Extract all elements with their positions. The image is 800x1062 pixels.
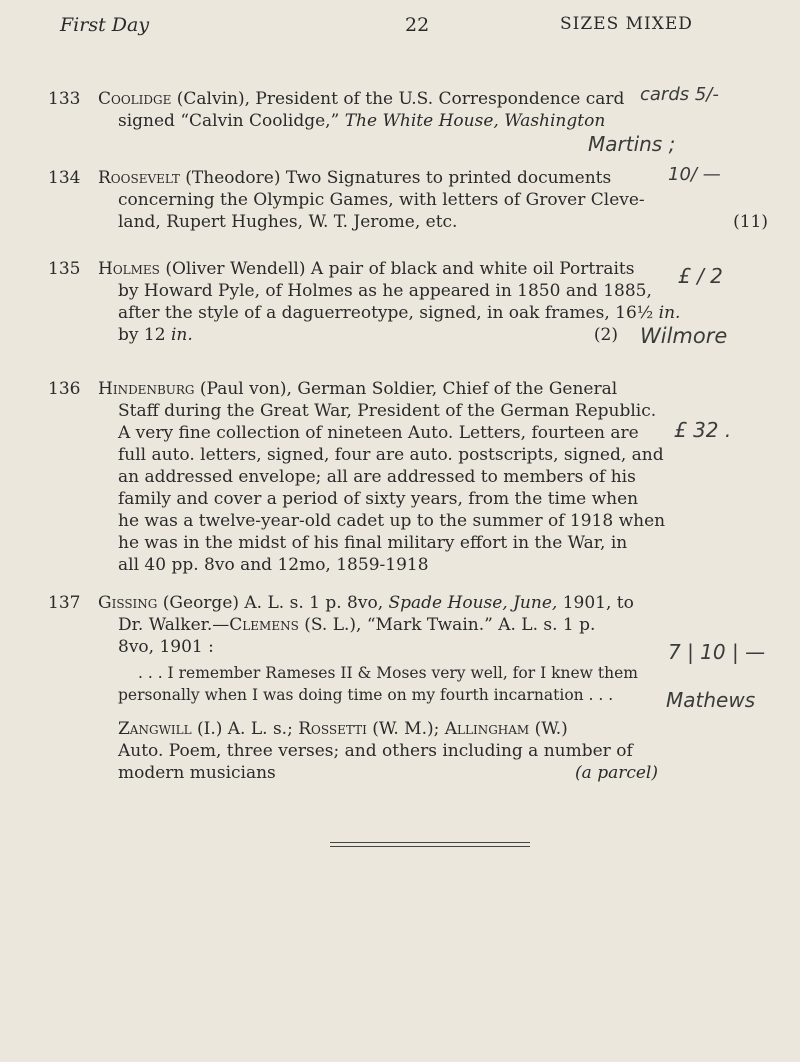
- lot-text: family and cover a period of sixty years, from the time when: [118, 489, 639, 509]
- lot-name: Roosevelt: [98, 168, 180, 188]
- lot-text: 8vo, 1901 :: [118, 637, 214, 657]
- lot-description: [98, 592, 728, 784]
- lot-quantity: (2): [593, 325, 618, 345]
- lot-name: Clemens: [229, 615, 299, 635]
- lot-number: 135: [48, 259, 81, 279]
- lot-text: he was a twelve-year-old cadet up to the summer of 1918 when: [118, 511, 666, 531]
- lot-text: an addressed envelope; all are addressed to members of his: [118, 467, 636, 487]
- handwritten-note: 10/ —: [668, 164, 721, 185]
- lot-quote: personally when I was doing time on my fourth incarnation . . .: [118, 686, 614, 704]
- lot-name: Hindenburg: [98, 379, 195, 399]
- lot-text: he was in the midst of his final military effort in the War, in: [118, 533, 628, 553]
- divider-rule: [330, 842, 530, 843]
- header-day: First Day: [60, 14, 150, 36]
- lot-text: Auto. Poem, three verses; and others including a number of: [118, 741, 633, 761]
- lot-number: 137: [48, 593, 81, 613]
- lot-name: Allingham: [444, 719, 530, 739]
- handwritten-note: Martins ;: [588, 132, 676, 156]
- lot-text: by 12: [118, 325, 166, 345]
- lot-number: 136: [48, 379, 81, 399]
- handwritten-note: Mathews: [666, 688, 756, 712]
- lot-text: by Howard Pyle, of Holmes as he appeared in 1850 and 1885,: [118, 281, 652, 301]
- header-section: SIZES MIXED: [560, 14, 693, 34]
- page-number: 22: [405, 14, 430, 36]
- lot-text: (W.): [534, 719, 568, 739]
- divider-rule: [330, 846, 530, 847]
- lot-text: Staff during the Great War, President of the German Republic.: [118, 401, 657, 421]
- lot-number: 134: [48, 168, 81, 188]
- lot-text: Spade House, June,: [388, 593, 558, 613]
- lot-text: modern musicians: [118, 763, 276, 783]
- handwritten-note: £ / 2: [678, 264, 723, 288]
- lot-name: Gissing: [98, 593, 158, 613]
- lot-text: all 40 pp. 8vo and 12mo, 1859-1918: [118, 555, 429, 575]
- lot-name: Holmes: [98, 259, 160, 279]
- handwritten-note: 7 | 10 | —: [668, 640, 766, 664]
- lot-description: [98, 88, 728, 132]
- lot-text: (Oliver Wendell) A pair of black and white oil Portraits: [165, 259, 635, 279]
- lot-name: Coolidge: [98, 89, 172, 109]
- lot-quantity: (11): [733, 212, 768, 232]
- lot-text: (Paul von), German Soldier, Chief of the General: [199, 379, 618, 399]
- lot-name: Rossetti: [298, 719, 367, 739]
- lot-text: after the style of a daguerreotype, signed, in oak frames, 16½: [118, 303, 654, 323]
- lot-name: Zangwill: [118, 719, 192, 739]
- lot-text: in.: [658, 303, 681, 323]
- page-header: [60, 14, 740, 44]
- lot-description: [98, 258, 728, 346]
- lot-text: (S. L.), “Mark Twain.” A. L. s. 1 p.: [304, 615, 596, 635]
- lot-text: A very fine collection of nineteen Auto. Letters, fourteen are: [118, 423, 639, 443]
- lot-place: The White House, Washington: [344, 111, 606, 131]
- lot-text: (Theodore) Two Signatures to printed documents: [185, 168, 612, 188]
- lot-quantity: (a parcel): [575, 763, 658, 783]
- lot-text: full auto. letters, signed, four are auto. postscripts, signed, and: [118, 445, 664, 465]
- lot-text: (George) A. L. s. 1 p. 8vo,: [162, 593, 384, 613]
- lot-text: (W. M.);: [372, 719, 440, 739]
- handwritten-note: £ 32 .: [674, 418, 732, 442]
- handwritten-note: cards 5/-: [640, 84, 719, 105]
- lot-text: Dr. Walker.—: [118, 615, 230, 635]
- lot-text: 1901, to: [562, 593, 634, 613]
- lot-text: (Calvin), President of the U.S. Correspondence card: [176, 89, 625, 109]
- lot-quote: . . . I remember Rameses II & Moses very well, for I knew them: [138, 664, 638, 682]
- lot-text: in.: [170, 325, 193, 345]
- handwritten-note: Wilmore: [640, 324, 728, 348]
- lot-number: 133: [48, 89, 81, 109]
- lot-description: [98, 167, 768, 233]
- lot-text: (I.) A. L. s.;: [196, 719, 293, 739]
- lot-text: land, Rupert Hughes, W. T. Jerome, etc.: [118, 212, 458, 232]
- lot-text: signed “Calvin Coolidge,”: [118, 111, 340, 131]
- lot-description: [98, 378, 728, 576]
- lot-text: concerning the Olympic Games, with letters of Grover Cleve-: [118, 190, 645, 210]
